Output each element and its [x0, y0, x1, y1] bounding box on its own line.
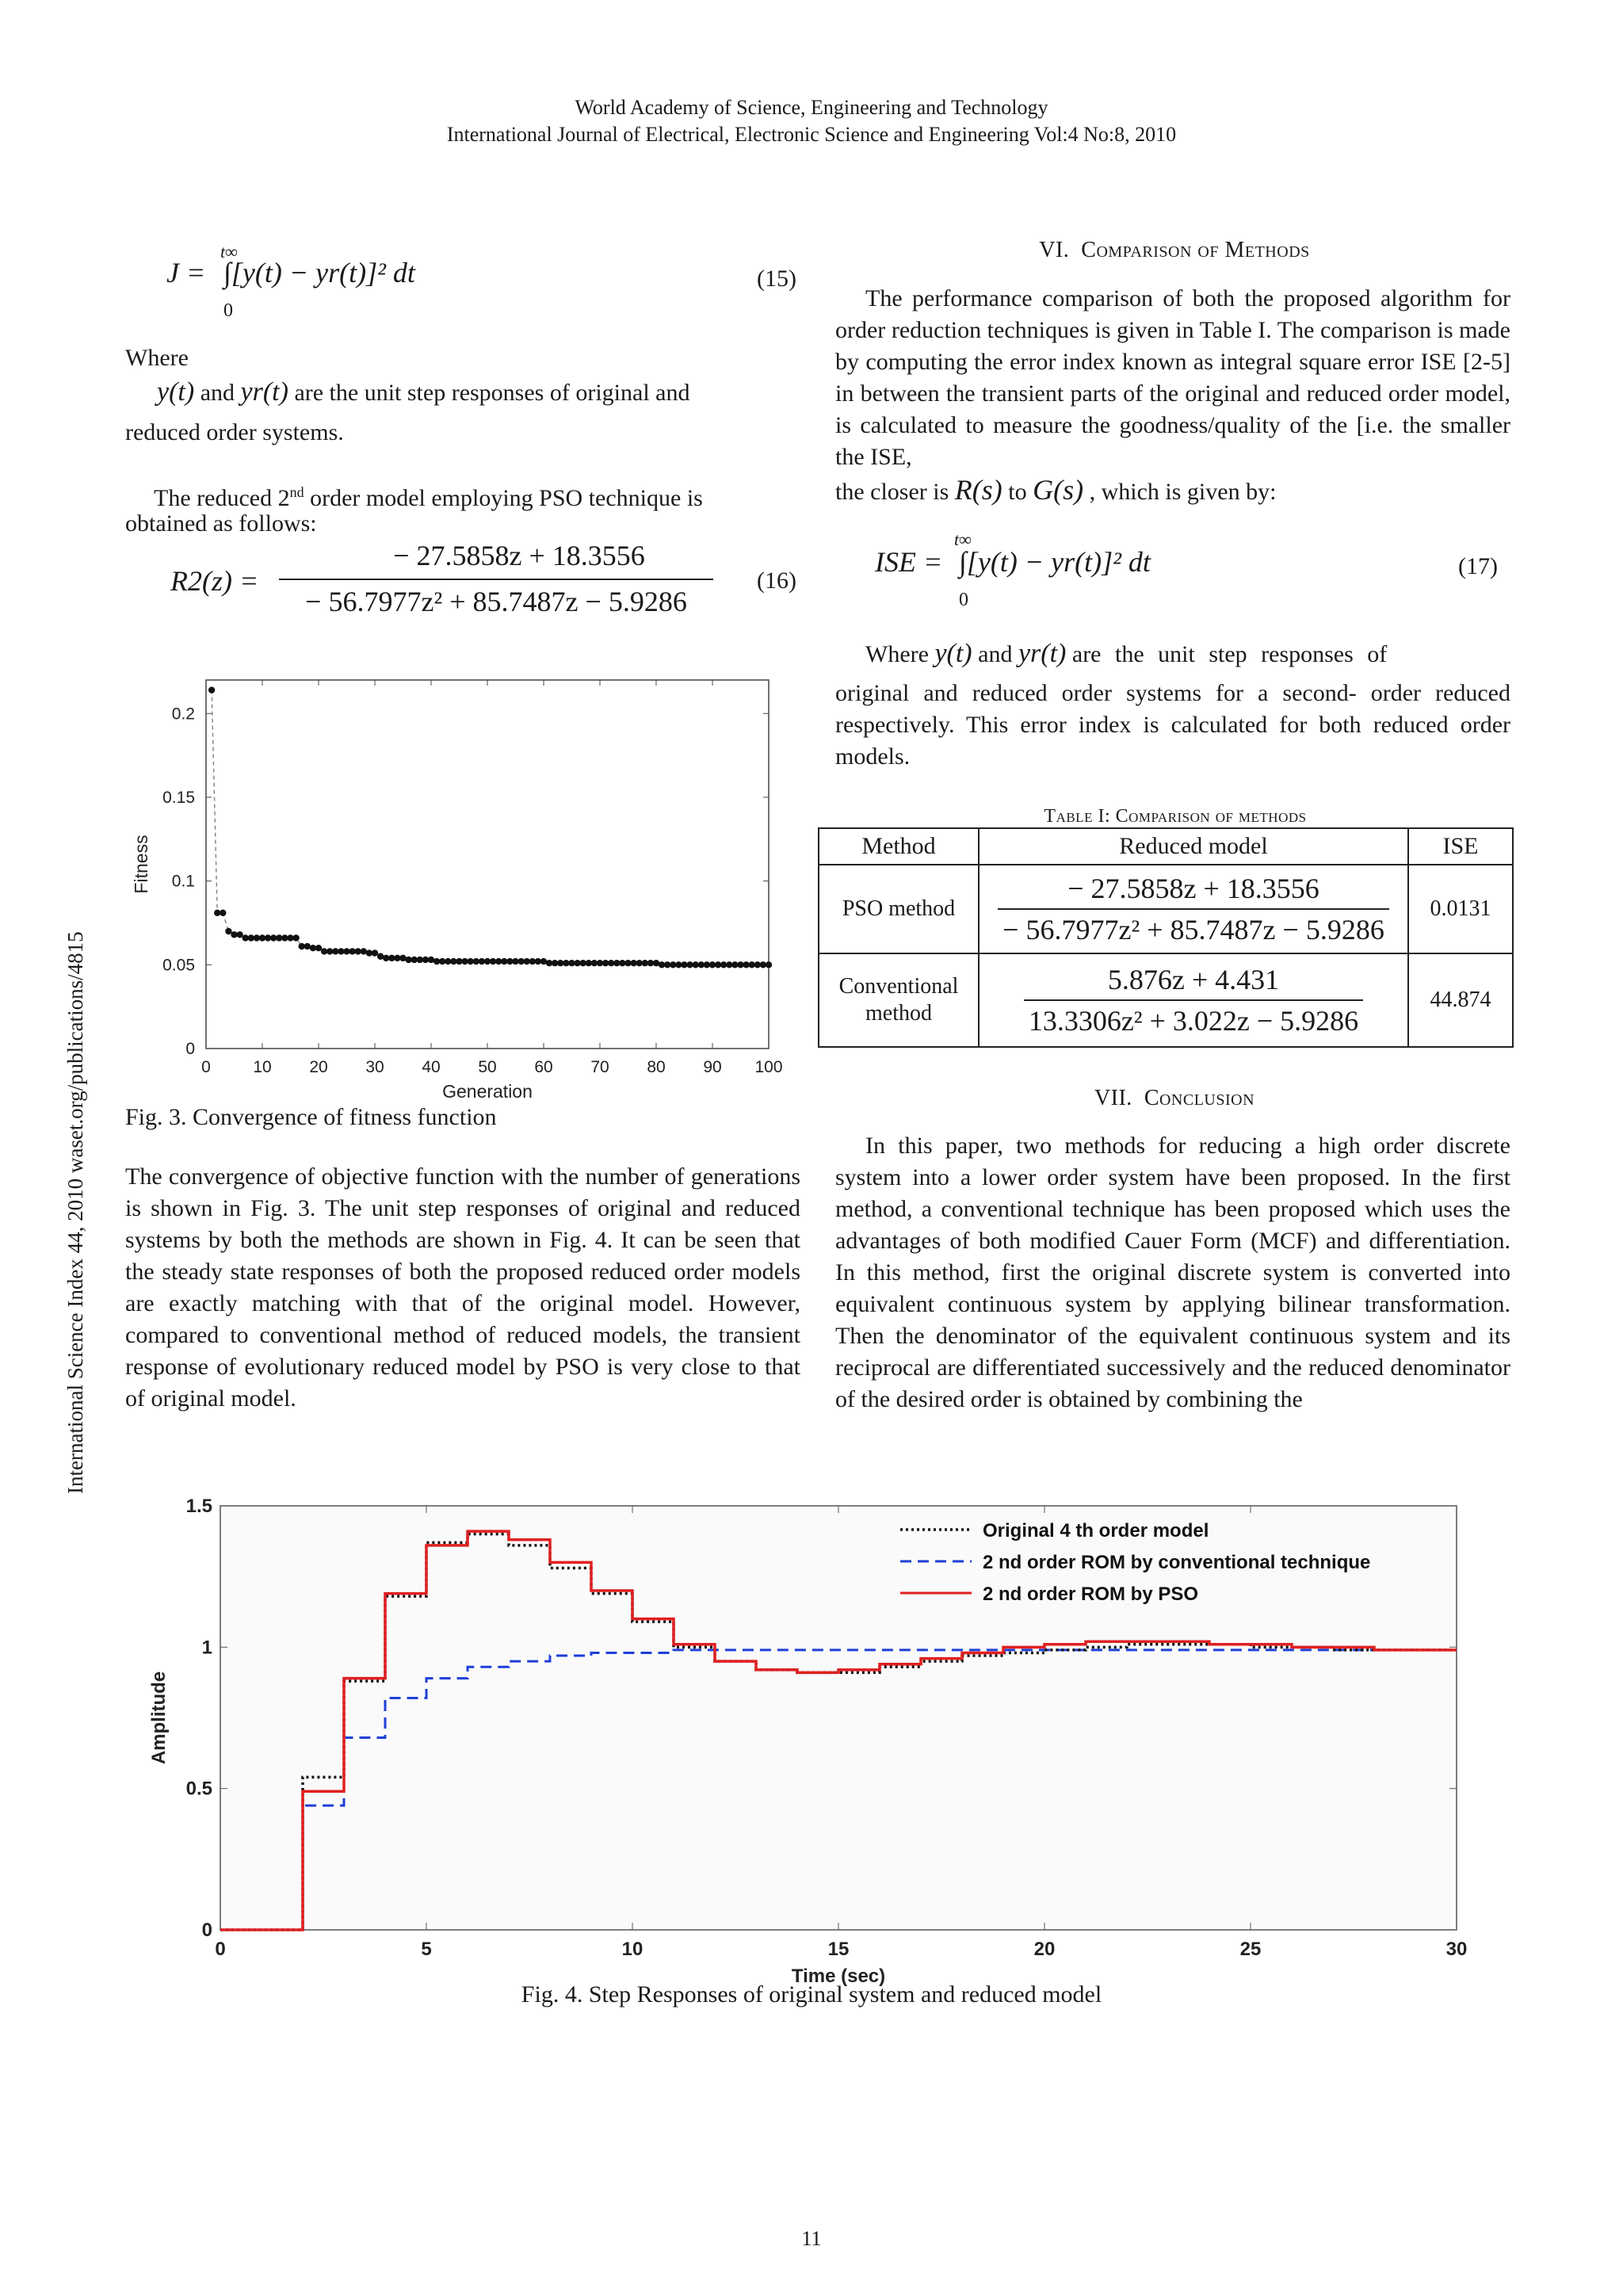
- where-label: Where: [125, 345, 189, 371]
- side-index-note: International Science Index 44, 2010 waset.org/publications/4815: [63, 931, 87, 1494]
- fig4-y-tick-label: 0.5: [185, 1778, 212, 1800]
- yr-of-t: yr(t): [240, 377, 288, 407]
- table-row: [819, 953, 1513, 1047]
- fig4-y-axis-label: Amplitude: [148, 1671, 170, 1765]
- where2-and: and: [978, 641, 1013, 667]
- where2-y: y(t): [934, 639, 972, 668]
- fig3-x-tick-label: 60: [534, 1058, 553, 1076]
- where-line2: reduced order systems.: [125, 419, 344, 445]
- section-7-heading: [835, 1086, 1514, 1111]
- journal-header-line2: International Journal of Electrical, Electronic Science and Engineering Vol:4 No:8, 2010: [446, 123, 1177, 146]
- fig3-x-tick-label: 20: [309, 1058, 328, 1076]
- pso-denominator: − 56.7977z² + 85.7487z − 5.9286: [1002, 914, 1384, 946]
- section-7-paragraph: In this paper, two methods for reducing a high order discrete system into a lower order system have been proposed. In the first method, a conventional technique has been proposed which uses the advantages of both modified Cauer Form (MCF) and differentiation. In this method, first the original discrete system is converted into equivalent continuous system by applying bilinear transformation. Then the denominator of the equivalent continuous system and its reciprocal are differentiated successively and the reduced denominator of the desired order is obtained by combining the: [835, 1133, 1510, 1412]
- equation-17: [875, 529, 1514, 617]
- section-6-paragraph: The performance comparison of both the proposed algorithm for order reduction techniques is given in Table I. The comparison is made by computing the error index known as integral square error ISE [2-5] in between the transient parts of the original and reduced order model, is calculated to measure the goodness/quality of the [i.e. the smaller the ISE,: [835, 285, 1510, 470]
- fig3-x-tick-label: 80: [647, 1058, 666, 1076]
- fig4-x-tick-label: 10: [621, 1939, 643, 1960]
- fig3-data-point: [236, 931, 242, 938]
- fig4-x-tick-label: 5: [421, 1939, 432, 1960]
- fig3-caption: Fig. 3. Convergence of fitness function: [125, 1104, 497, 1130]
- where2-rest: are the unit step responses of: [1071, 641, 1388, 667]
- fig4-y-tick-label: 1: [201, 1637, 212, 1659]
- fig4-x-tick-label: 15: [827, 1939, 850, 1960]
- th-method: Method: [819, 828, 979, 865]
- fig3-x-tick-label: 10: [253, 1058, 272, 1076]
- fig3-x-tick-label: 0: [201, 1058, 211, 1076]
- fig3-y-tick-label: 0.05: [162, 956, 195, 975]
- page-number: 11: [801, 2227, 822, 2250]
- fig3-x-tick-label: 40: [422, 1058, 441, 1076]
- fig4-x-tick-label: 0: [215, 1939, 226, 1960]
- row-conv-ise: 44.874: [1408, 953, 1513, 1047]
- row-pso-ise: 0.0131: [1408, 865, 1513, 953]
- conv-denominator: 13.3306z² + 3.022z − 5.9286: [1028, 1005, 1359, 1037]
- pso-numerator: − 27.5858z + 18.3556: [998, 872, 1389, 910]
- fig3-data-point: [225, 928, 231, 934]
- fig3-data-point: [220, 910, 226, 916]
- eq15-lower-limit: 0: [223, 300, 233, 321]
- fig3-data-point: [540, 958, 547, 965]
- row-pso-method: PSO method: [819, 865, 979, 953]
- eq17-lhs: ISE =: [875, 546, 943, 578]
- fig3-data-point: [399, 955, 406, 961]
- convergence-paragraph: The convergence of objective function with the number of generations is shown in Fig. 3. The unit step responses of original and reduced systems by both the methods are shown in Fig. 4. It can be seen that the steady state responses of both the proposed reduced order models are exactly matching with that of the original model. However, compared to conventional method of reduced models, the transient response of evolutionary reduced model by PSO is very close to that of original model.: [125, 1163, 800, 1412]
- fig3-data-point: [361, 948, 367, 954]
- fig3-data-point: [208, 686, 215, 693]
- eq15-number: (15): [757, 266, 796, 292]
- pso-para-b: order model employing PSO technique is: [310, 485, 703, 511]
- fig4-legend-label: 2 nd order ROM by conventional technique: [983, 1552, 1371, 1573]
- eq16-lhs: R2(z) =: [170, 565, 259, 597]
- fig3-x-tick-label: 50: [478, 1058, 497, 1076]
- sec6-title: Comparison of Methods: [1081, 238, 1310, 262]
- pso-para-a: The reduced 2: [154, 485, 290, 511]
- pso-fraction: [998, 872, 1389, 946]
- conv-numerator: 5.876z + 4.431: [1024, 963, 1363, 1001]
- where-sentence: [157, 376, 800, 409]
- where2-paragraph: original and reduced order systems for a second- order reduced respectively. This error index is calculated for both reduced order models.: [835, 680, 1510, 770]
- fig3-data-point: [766, 961, 772, 968]
- eq15-body: ∫[y(t) − yr(t)]² dt: [223, 257, 415, 288]
- sec7-title: Conclusion: [1144, 1086, 1255, 1110]
- fig4-x-tick-label: 20: [1033, 1939, 1056, 1960]
- fig4-y-tick-label: 0: [201, 1920, 212, 1941]
- fig4-caption: Fig. 4. Step Responses of original system and reduced model: [521, 1981, 1102, 2008]
- fig3-data-point: [653, 960, 659, 966]
- fig3-data-point: [372, 949, 378, 956]
- eq15-lhs: J =: [166, 257, 206, 288]
- y-of-t: y(t): [157, 377, 195, 407]
- row-conv-model: [979, 953, 1408, 1047]
- eq17-body: ∫[y(t) − yr(t)]² dt: [959, 546, 1151, 578]
- fig3-data-point: [292, 934, 299, 941]
- fig4-x-tick-label: 25: [1239, 1939, 1262, 1960]
- eq17-lower-limit: 0: [959, 590, 968, 610]
- sec6-last-b: , which is given by:: [1089, 479, 1277, 505]
- pso-para-sup: nd: [289, 484, 304, 500]
- where2-label: Where: [865, 641, 929, 667]
- fig3-data-point: [304, 943, 311, 949]
- fig3-y-tick-label: 0.1: [171, 872, 195, 891]
- row-pso-model: [979, 865, 1408, 953]
- fig3-x-tick-label: 30: [365, 1058, 384, 1076]
- fig4-legend-label: 2 nd order ROM by PSO: [983, 1584, 1199, 1605]
- eq17-upper-limit: t∞: [954, 529, 972, 549]
- section-6-heading: [835, 238, 1514, 263]
- fig3-x-tick-label: 90: [703, 1058, 722, 1076]
- where2-line: [865, 638, 1510, 670]
- eq16-denominator: − 56.7977z² + 85.7487z − 5.9286: [305, 586, 687, 617]
- comparison-table: [818, 827, 1514, 1048]
- fig3-data-point: [428, 957, 434, 963]
- row-conv-method: Conventional method: [819, 953, 979, 1047]
- table-header-row: [819, 828, 1513, 865]
- conv-fraction: [1024, 963, 1363, 1037]
- sec6-last-line: [835, 474, 1510, 508]
- fig3-y-tick-label: 0: [185, 1040, 195, 1058]
- fig4-legend-label: Original 4 th order model: [983, 1520, 1209, 1541]
- th-reduced-model: Reduced model: [979, 828, 1408, 865]
- th-ise: ISE: [1408, 828, 1513, 865]
- where-rest: are the unit step responses of original and: [294, 380, 690, 406]
- fig3-y-axis-label: Fitness: [131, 835, 151, 894]
- fig3-data-point: [377, 953, 384, 960]
- sec6-to: to: [1008, 479, 1027, 505]
- fig3-fitness-chart: [119, 674, 785, 1102]
- sec7-number: VII.: [1094, 1086, 1132, 1110]
- G-of-s: G(s): [1033, 474, 1084, 506]
- table-row: [819, 865, 1513, 953]
- equation-15: [166, 242, 800, 329]
- fig4-x-axis-label: Time (sec): [791, 1966, 886, 1987]
- fig3-y-tick-label: 0.15: [162, 788, 195, 807]
- eq15-upper-limit: t∞: [220, 242, 238, 262]
- fig4-step-response-chart: [135, 1482, 1482, 1987]
- eq16-number: (16): [757, 567, 796, 594]
- fig3-y-tick-label: 0.2: [171, 705, 195, 724]
- sec6-number: VI.: [1039, 238, 1070, 262]
- fig3-x-tick-label: 70: [590, 1058, 609, 1076]
- fig4-x-tick-label: 30: [1445, 1939, 1468, 1960]
- and-word: and: [200, 380, 235, 406]
- sec6-last-a: the closer is: [835, 479, 949, 505]
- R-of-s: R(s): [954, 474, 1002, 506]
- fig3-data-point: [315, 945, 322, 951]
- equation-16: [166, 539, 800, 634]
- where2-yr: yr(t): [1018, 639, 1067, 668]
- fig3-x-axis-label: Generation: [442, 1081, 533, 1102]
- eq16-fraction-bar: [279, 579, 713, 580]
- table-title: Table I: Comparison of methods: [1044, 806, 1307, 827]
- pso-para-line2: obtained as follows:: [125, 510, 317, 537]
- fig3-x-tick-label: 100: [754, 1058, 783, 1076]
- fig4-y-tick-label: 1.5: [185, 1496, 212, 1517]
- journal-header-line1: World Academy of Science, Engineering and Technology: [575, 96, 1048, 119]
- fig3-plot-area: [206, 680, 769, 1049]
- eq16-numerator: − 27.5858z + 18.3556: [393, 540, 645, 571]
- eq17-number: (17): [1458, 553, 1498, 579]
